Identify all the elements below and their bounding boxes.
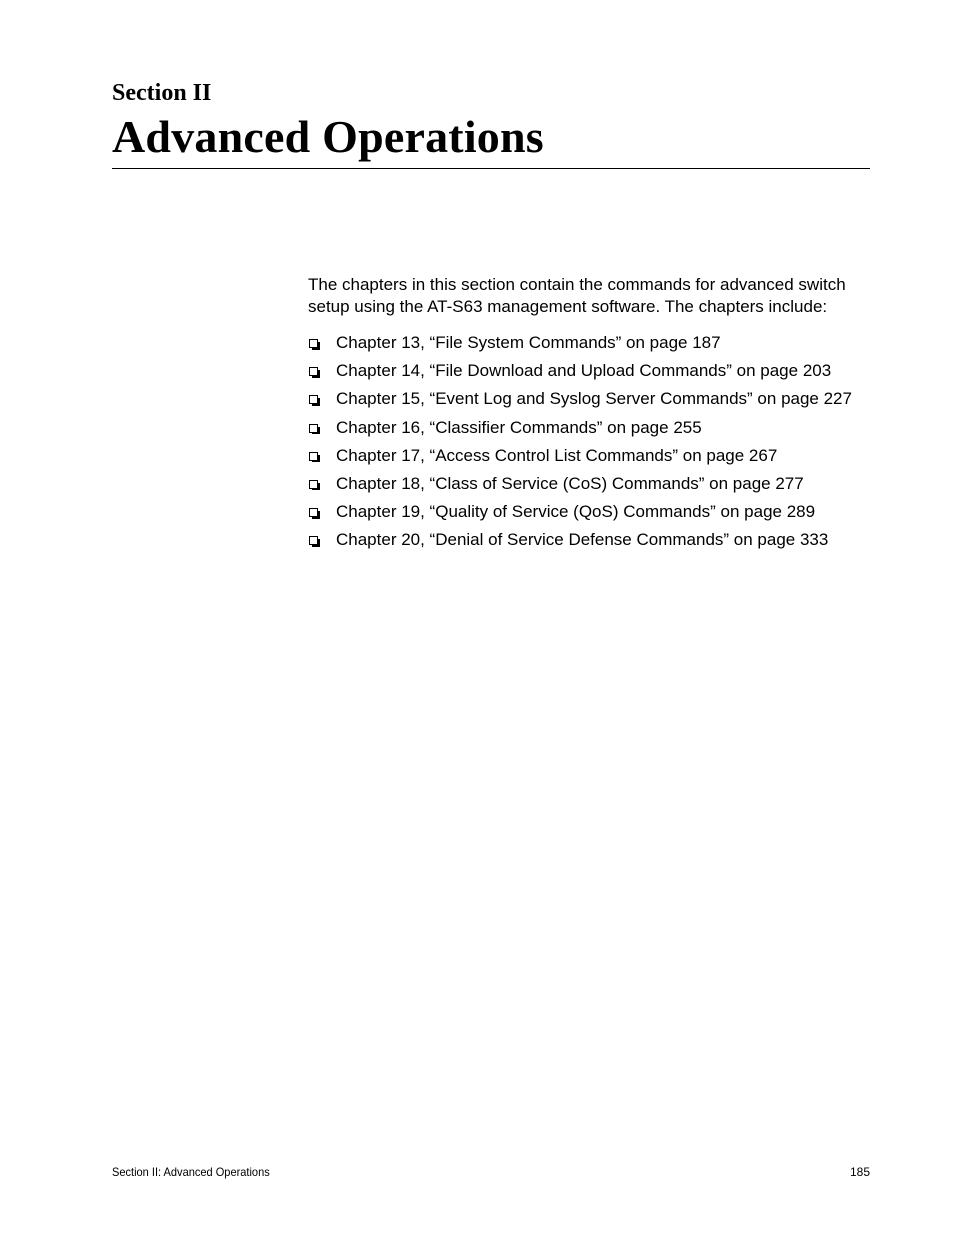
list-item[interactable]	[308, 445, 888, 473]
chapter-link[interactable]: Chapter 15, “Event Log and Syslog Server Commands” on page 227	[336, 389, 852, 409]
checkbox-bullet-icon	[308, 473, 336, 495]
list-item[interactable]	[308, 332, 888, 360]
chapter-link[interactable]: Chapter 16, “Classifier Commands” on page 255	[336, 417, 702, 437]
intro-paragraph: The chapters in this section contain the commands for advanced switch setup using the AT-S63 management software. The chapters include:	[308, 275, 846, 316]
list-item[interactable]	[308, 388, 888, 416]
checkbox-bullet-icon	[308, 501, 336, 523]
chapter-link[interactable]: Chapter 18, “Class of Service (CoS) Commands” on page 277	[336, 473, 804, 493]
list-item[interactable]	[308, 473, 888, 501]
checkbox-bullet-icon	[308, 360, 336, 382]
list-item[interactable]	[308, 360, 888, 388]
checkbox-bullet-icon	[308, 388, 336, 410]
checkbox-bullet-icon	[308, 529, 336, 551]
checkbox-bullet-icon	[308, 332, 336, 354]
checkbox-bullet-icon	[308, 445, 336, 467]
title-divider	[112, 168, 870, 169]
chapter-link[interactable]: Chapter 20, “Denial of Service Defense Commands” on page 333	[336, 530, 829, 550]
list-item[interactable]	[308, 501, 888, 529]
footer-page-number: 185	[849, 1165, 870, 1179]
list-item[interactable]	[308, 529, 888, 557]
chapter-list	[308, 332, 888, 558]
chapter-link[interactable]: Chapter 19, “Quality of Service (QoS) Commands” on page 289	[336, 502, 816, 522]
section-label: Section II	[112, 80, 212, 106]
chapter-link[interactable]: Chapter 17, “Access Control List Commands” on page 267	[336, 445, 778, 465]
checkbox-bullet-icon	[308, 417, 336, 439]
page-title: Advanced Operations	[112, 111, 544, 162]
chapter-link[interactable]: Chapter 13, “File System Commands” on page 187	[336, 333, 721, 352]
footer-section-title: Section II: Advanced Operations	[112, 1165, 270, 1179]
list-item[interactable]	[308, 417, 888, 445]
chapter-link[interactable]: Chapter 14, “File Download and Upload Commands” on page 203	[336, 361, 832, 381]
